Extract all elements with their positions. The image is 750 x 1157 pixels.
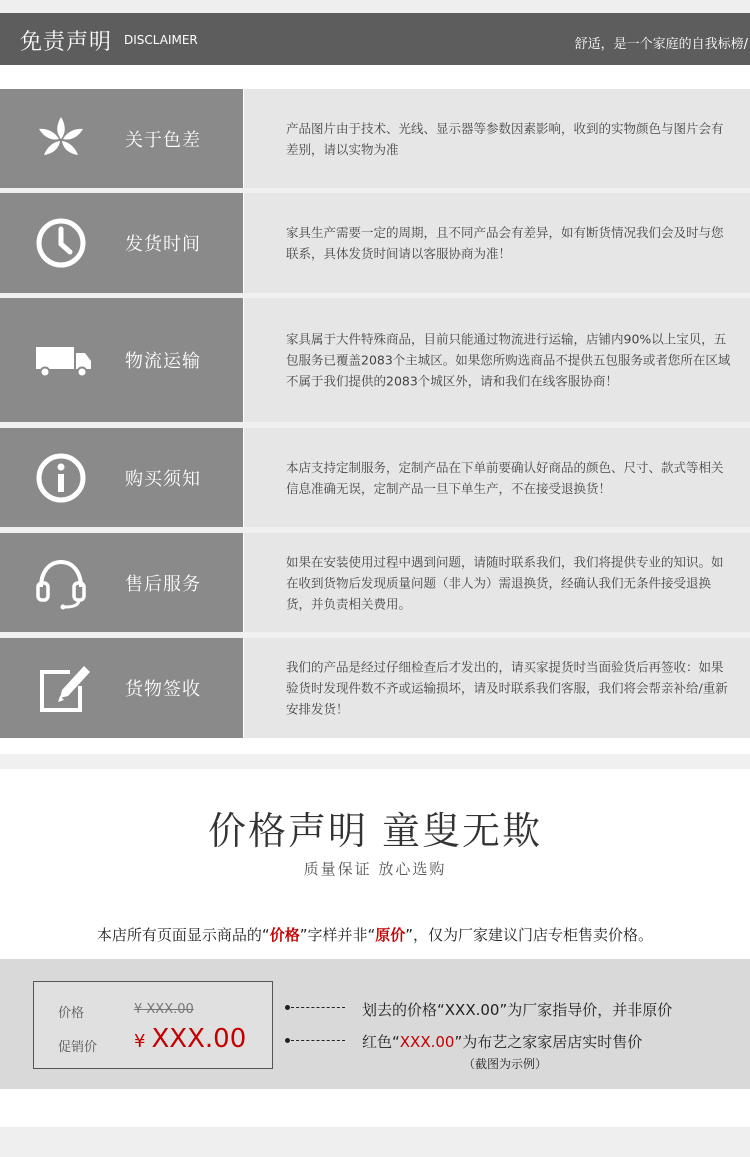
- row-label: 购买须知: [125, 468, 201, 490]
- row-text: 家具生产需要一定的周期，且不同产品会有差异，如有断货情况我们会及时与您联系，具体发货时间请以客服协商为准！: [286, 225, 724, 261]
- disclaimer-header: [0, 13, 750, 65]
- disclaimer-row-receipt: [0, 638, 750, 738]
- disclaimer-row-color: [0, 89, 750, 188]
- flower-icon: [33, 111, 89, 167]
- promo-price: ¥ XXX.00: [134, 1024, 247, 1054]
- disclaimer-row-shipping-time: [0, 193, 750, 293]
- sign-edit-icon: [38, 660, 94, 716]
- row-label: 货物签收: [125, 679, 201, 700]
- headset-icon: [33, 555, 89, 611]
- row-text: 如果在安装使用过程中遇到问题，请随时联系我们，我们将提供专业的知识。如在收到货物后发现质量问题（非人为）需退换货，经确认我们无条件接受退换货，并负责相关费用。: [286, 554, 724, 611]
- disclaimer-row-logistics: [0, 298, 750, 422]
- row-label: 关于色差: [125, 129, 201, 151]
- explain-red-price: 红色“XXX.00”为布艺之家家居店实时售价: [362, 1033, 643, 1051]
- info-icon: [33, 450, 89, 506]
- row-text: 家具属于大件特殊商品，目前只能通过物流进行运输，店铺内90%以上宝贝，五包服务已覆盖2083个主城区。如果您所购选商品不提供五包服务或者您所在区域不属于我们提供的2083个城区外，请和我们在线客服协商！: [286, 331, 731, 389]
- header-title-en: DISCLAIMER: [124, 33, 198, 47]
- price-statement-subtitle: 质量保证 放心选购: [303, 860, 447, 878]
- row-text: 我们的产品是经过仔细检查后才发出的，请买家提货时当面验货后再签收：如果验货时发现件数不齐或运输损坏，请及时联系我们客服，我们将会帮亲补给/重新安排发货！: [286, 659, 728, 717]
- promo-label: 促销价: [58, 1040, 98, 1055]
- bottom-strip: [0, 1127, 750, 1157]
- price-example-box: [33, 981, 273, 1069]
- section-divider: [0, 754, 750, 769]
- price-statement-title: 价格声明 童叟无欺: [207, 809, 543, 853]
- notice-highlight-price: 价格: [269, 926, 300, 944]
- row-text: 产品图片由于技术、光线、显示器等参数因素影响，收到的实物颜色与图片会有差别，请以实物为准: [286, 120, 724, 157]
- row-label: 售后服务: [125, 573, 201, 595]
- top-strip: [0, 0, 750, 13]
- truck-icon: [36, 332, 92, 388]
- disclaimer-row-purchase: [0, 428, 750, 527]
- header-slogan: 舒适，是一个家庭的自我标榜/: [574, 37, 748, 52]
- disclaimer-row-after-sales: [0, 533, 750, 632]
- row-text: 本店支持定制服务，定制产品在下单前要确认好商品的颜色、尺寸、款式等相关信息准确无误，定制产品一旦下单生产，不在接受退换货！: [286, 459, 724, 496]
- example-note: （截图为示例）: [463, 1057, 548, 1071]
- row-label: 发货时间: [125, 234, 201, 255]
- price-label: 价格: [58, 1006, 85, 1021]
- strikethrough-price: ¥ XXX.00: [134, 1002, 194, 1017]
- clock-icon: [33, 215, 89, 271]
- price-notice: 本店所有页面显示商品的“价格”字样并非“原价”，仅为厂家建议门店专柜售卖价格。: [96, 926, 654, 944]
- pointer-line: [285, 1036, 345, 1046]
- header-title-cn: 免责声明: [20, 30, 113, 55]
- price-example-panel: [0, 959, 750, 1089]
- pointer-line: [285, 1003, 345, 1013]
- notice-highlight-original: 原价: [375, 926, 406, 944]
- explain-strikethrough: 划去的价格“XXX.00”为厂家指导价，并非原价: [362, 1001, 673, 1019]
- row-label: 物流运输: [125, 351, 201, 372]
